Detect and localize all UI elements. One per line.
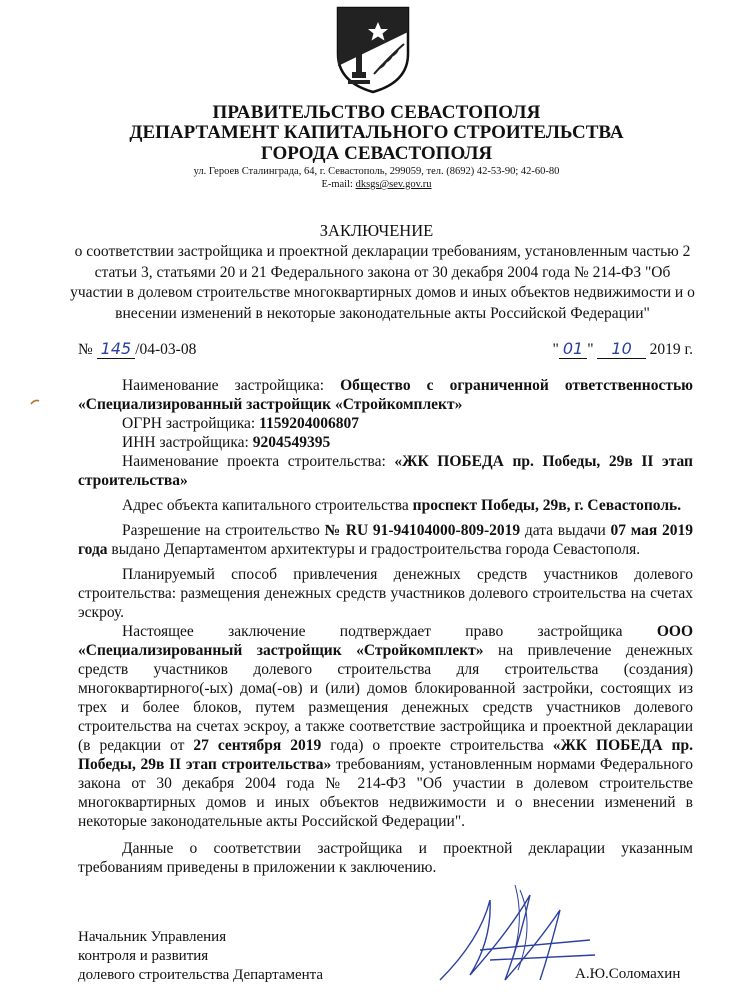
permit-date: 07 мая 2019 года <box>78 522 694 558</box>
header-email-line <box>0 179 753 191</box>
ogrn-paragraph <box>78 414 693 433</box>
object-address-value: проспект Победы, 29в, г. Севастополь. <box>412 497 682 514</box>
confirmation-developer: ООО «Специализированный застройщик «Стройкомплект» <box>78 623 693 659</box>
inn-value: 9204549395 <box>252 434 331 451</box>
permit-paragraph <box>78 521 693 559</box>
project-name-value: «ЖК ПОБЕДА пр. Победы, 29в II этап строительства» <box>78 453 693 489</box>
date-quote-close: " <box>587 341 598 358</box>
permit-date-label: дата выдачи <box>520 522 611 539</box>
document-date <box>553 339 693 359</box>
project-name-paragraph <box>78 452 693 490</box>
document-title: ЗАКЛЮЧЕНИЕ <box>319 221 434 240</box>
declaration-date: 27 сентября 2019 <box>193 737 322 754</box>
confirmation-text: на привлечение денежных средств участников долевого строительства для строительства (создания) многоквартирного(-ых) дома(-ов) и (или) домов блокированной застройки, состоящих из трех и более блоков, путем размещения денежных средств участников долевого строительства на счетах эскроу, а также соответствие застройщика и проектной декларации (в редакции от <box>78 642 693 754</box>
header-government: ПРАВИТЕЛЬСТВО СЕВАСТОПОЛЯ <box>212 102 541 123</box>
signatory-line-1: Начальник Управления <box>78 929 227 945</box>
sevastopol-coat-of-arms-icon <box>334 4 412 94</box>
signatory-line-3: долевого строительства Департамента <box>78 967 324 983</box>
permit-number: № RU 91-94104000-809-2019 <box>324 522 521 539</box>
handwritten-number: 145 <box>97 339 136 359</box>
header-address: ул. Героев Сталинграда, 64, г. Севастополь, 299059, тел. (8692) 42-53-90; 42-60-80 <box>193 166 560 177</box>
document-body <box>78 376 693 877</box>
stray-ink-mark-icon <box>30 398 40 406</box>
signatory-position <box>78 928 323 985</box>
appendix-paragraph: Данные о соответствии застройщика и проектной декларации указанным требованиям приведены в приложении к заключению. <box>78 840 693 876</box>
funding-method-paragraph: Планируемый способ привлечения денежных средств участников долевого строительства: размещения денежных средств участников долевого строительства на счетах эскроу. <box>78 566 693 621</box>
signatory-line-2: контроля и развития <box>78 948 209 964</box>
confirmation-intro: Настоящее заключение подтверждает право застройщика <box>122 623 657 640</box>
confirmation-paragraph <box>78 622 693 831</box>
inn-paragraph <box>78 433 693 452</box>
confirmation-project: «ЖК ПОБЕДА пр. Победы, 29в II этап строительства» <box>78 737 693 773</box>
permit-label: Разрешение на строительство <box>122 522 325 539</box>
number-prefix: № <box>78 341 97 358</box>
number-suffix: /04-03-08 <box>135 341 197 358</box>
inn-label: ИНН застройщика: <box>122 434 253 451</box>
handwritten-day: 01 <box>559 339 587 359</box>
header-city: ГОРОДА СЕВАСТОПОЛЯ <box>260 143 493 164</box>
email-link[interactable]: dksgs@sev.gov.ru <box>355 179 432 190</box>
document-number <box>78 339 196 359</box>
developer-name-label: Наименование застройщика: <box>122 377 341 394</box>
confirmation-law: требованиям, установленным нормами Федерального закона от 30 декабря 2004 года № 214-ФЗ "Об участии в долевом строительстве многоквартирных домов и иных объектов недвижимости и о внесении изменений в некоторые законодательные акты Российской Федерации". <box>78 756 693 830</box>
developer-name-value: Общество с ограниченной ответственностью «Специализированный застройщик «Стройкомплект» <box>78 377 693 413</box>
date-year: 2019 г. <box>645 341 693 358</box>
document-number-date-row <box>78 339 693 361</box>
email-label: E-mail: <box>321 179 356 190</box>
developer-name-paragraph <box>78 376 693 414</box>
object-address-paragraph <box>78 496 693 515</box>
confirmation-text-2: года) о проекте строительства <box>321 737 553 754</box>
document-subtitle: о соответствии застройщика и проектной декларации требованиям, установленным частью 2 статьи 3, статьями 20 и 21 Федерального закона от 30 декабря 2004 года № 214-ФЗ "Об участии в долевом строительстве многоквартирных домов и иных объектов недвижимости и о внесении изменений в некоторые законодательные акты Российской Федерации" <box>70 243 695 322</box>
project-name-label: Наименование проекта строительства: <box>122 453 395 470</box>
permit-issuer: выдано Департаментом архитектуры и градостроительства города Севастополя. <box>107 541 641 558</box>
header-department: ДЕПАРТАМЕНТ КАПИТАЛЬНОГО СТРОИТЕЛЬСТВА <box>129 122 624 143</box>
handwritten-month: 10 <box>597 339 645 359</box>
ogrn-label: ОГРН застройщика: <box>122 415 260 432</box>
ogrn-value: 1159204006807 <box>259 415 359 432</box>
signatory-name: А.Ю.Соломахин <box>575 966 681 982</box>
date-quote-open: " <box>552 341 559 358</box>
object-address-label: Адрес объекта капитального строительства <box>122 497 413 514</box>
